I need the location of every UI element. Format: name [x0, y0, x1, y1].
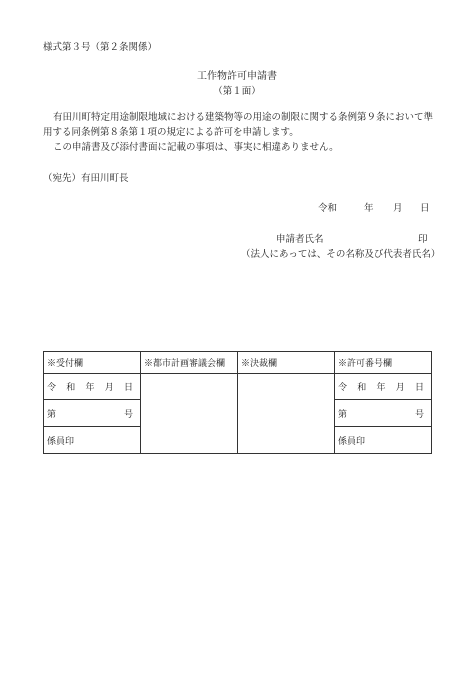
document-title: 工作物許可申請書: [197, 71, 277, 82]
number-suffix: 号: [414, 409, 424, 420]
reception-staff-seal: 係員印: [44, 427, 141, 454]
header-planning-council: ※都市計画審議会欄: [141, 352, 238, 374]
office-use-table: [43, 351, 432, 454]
date-part-day: 日: [123, 383, 133, 394]
planning-council-blank: [141, 373, 238, 453]
date-part-year: 年: [85, 383, 95, 394]
body-paragraph-1-line-2: 用する同条例第８条第１項の規定による許可を申請します。: [43, 127, 299, 138]
date-part-rei: 令: [338, 383, 348, 394]
header-reception: ※受付欄: [44, 352, 141, 374]
date-part-day: 日: [414, 383, 424, 394]
date-line: [0, 203, 474, 215]
number-suffix: 号: [123, 409, 133, 420]
date-part-wa: 和: [357, 383, 367, 394]
header-approval: ※決裁欄: [238, 352, 335, 374]
body-paragraph-2: この申請書及び添付書面に記載の事項は、事実に相違ありません。: [53, 142, 339, 153]
body-paragraph-1-line-1: 有田川町特定用途制限地域における建築物等の用途の制限に関する条例第９条において準: [53, 112, 434, 123]
applicant-name-label: 申請者氏名: [276, 234, 324, 245]
reception-date-cell: [44, 373, 141, 400]
reception-number-cell: [44, 400, 141, 427]
header-permit-number: ※許可番号欄: [335, 352, 432, 374]
date-part-year: 年: [376, 383, 386, 394]
permit-date-cell: [335, 373, 432, 400]
permit-number-cell: [335, 400, 432, 427]
approval-blank: [238, 373, 335, 453]
form-number: 様式第３号（第２条関係）: [43, 42, 158, 53]
number-prefix: 第: [47, 409, 57, 420]
permit-staff-seal: 係員印: [335, 427, 432, 454]
date-part-wa: 和: [66, 383, 76, 394]
date-part-month: 月: [395, 383, 405, 394]
number-prefix: 第: [338, 409, 348, 420]
applicant-seal: 印: [418, 234, 428, 245]
date-part-rei: 令: [47, 383, 57, 394]
date-day: 日: [420, 203, 430, 214]
applicant-corp-note: （法人にあっては、その名称及び代表者氏名）: [241, 249, 441, 260]
date-month: 月: [393, 203, 403, 214]
date-part-month: 月: [104, 383, 114, 394]
addressee: （宛先）有田川町長: [43, 173, 129, 184]
date-year: 年: [364, 203, 374, 214]
page-label: （第１面）: [213, 86, 261, 97]
date-era: 令和: [318, 203, 338, 214]
